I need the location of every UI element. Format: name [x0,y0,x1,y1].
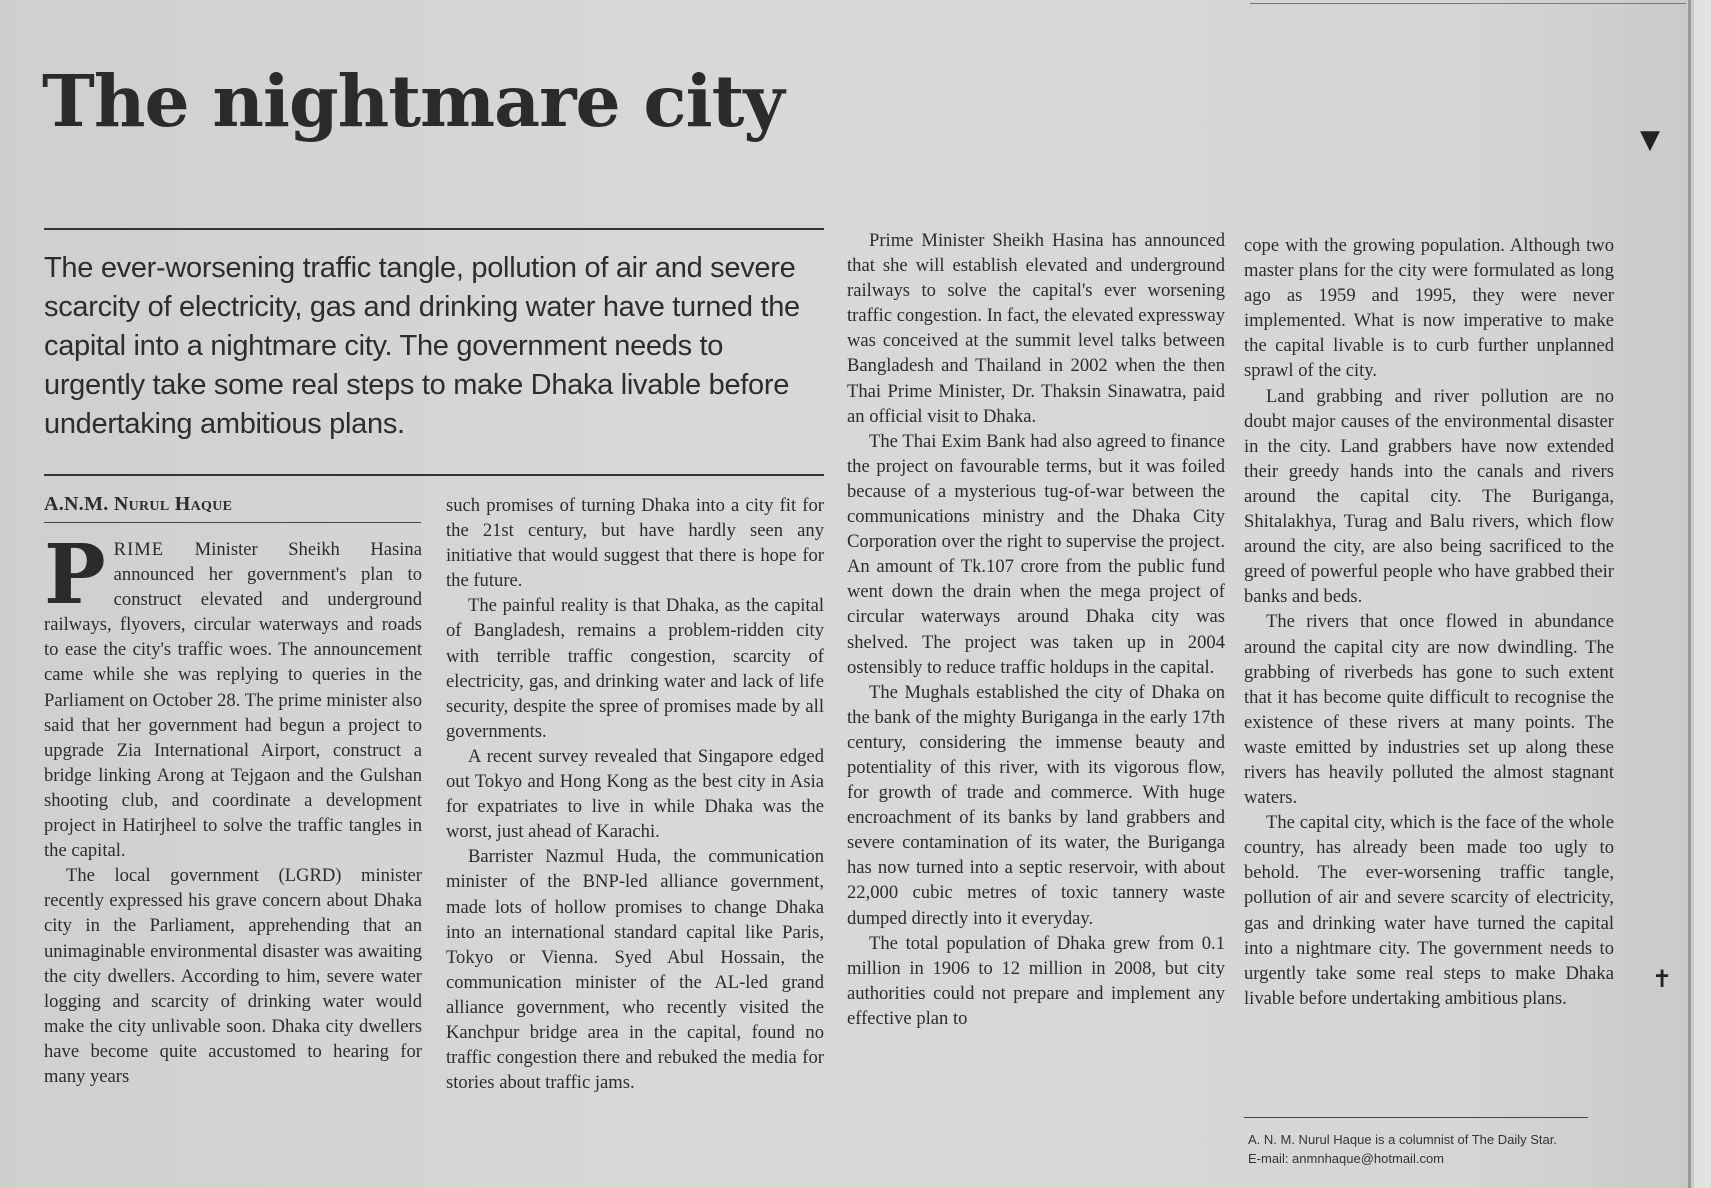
author-bio: A. N. M. Nurul Haque is a columnist of The Daily Star. [1248,1132,1557,1147]
paragraph: A recent survey revealed that Singapore edged out Tokyo and Hong Kong as the best city in Asia for expatriates to live in while Dhaka was the worst, just ahead of Karachi. [446,745,824,843]
deck-bottom-rule [44,474,824,476]
lead-text: Minister Sheikh Hasina announced her government's plan to construct elevated and underground railways, flyovers, circular waterways and roads to ease the city's traffic woes. The announcement came while she was replying to queries in the Parliament on October 28. The prime minister also said that her government had begun a project to upgrade Zia International Airport, construct a bridge linking Arong at Tejgaon and the Gulshan shooting club, and coordinate a development project in Hatirjheel to solve the traffic tangles in the capital. [44,539,422,862]
headline: The nightmare city [42,59,784,143]
paragraph: The capital city, which is the face of the whole country, has already been made too ugly to behold. The ever-worsening traffic tangle, pollution of air and severe scarcity of electricity, gas and drinking water have turned the capital into a nightmare city. The government needs to urgently take some real steps to make Dhaka livable before undertaking ambitious plans. [1244,812,1614,1009]
paragraph: The total population of Dhaka grew from 0.1 million in 1906 to 12 million in 2008, but city authorities could not prepare and implement any effective plan to [847,932,1225,1029]
paragraph-continued: such promises of turning Dhaka into a city fit for the 21st century, but have hardly seen any initiative that would suggest that there is hope for the future. [446,495,824,592]
article-column-2 [446,493,824,1095]
deck-top-rule [44,228,824,230]
byline-rule [44,522,421,523]
margin-mark-icon: ▼ [1640,125,1660,155]
paragraph: The painful reality is that Dhaka, as the capital of Bangladesh, remains a problem-ridden city with terrible traffic congestion, scarcity of electricity, gas, and drinking water and lack of life security, despite the spree of promises made by all governments. [446,595,824,742]
paragraph: Land grabbing and river pollution are no doubt major causes of the environmental disaster in the city. Land grabbers have now extended their greedy hands into the canals and rivers around the capital city. The Buriganga, Shitalakhya, Turag and Balu rivers, which flow around the city, are also being sacrificed to the greed of powerful people who have grabbed their banks and beds. [1244,385,1614,608]
paragraph: Prime Minister Sheikh Hasina has announced that she will establish elevated and underground railways to solve the capital's ever worsening traffic congestion. In fact, the elevated expressway was conceived at the summit level talks between Bangladesh and Thailand in 2002 when the then Thai Prime Minister, Dr. Thaksin Sinawatra, paid an official visit to Dhaka. [847,230,1225,427]
paragraph: The local government (LGRD) minister recently expressed his grave concern about Dhaka city in the Parliament, apprehending that an unimaginable environmental disaster was awaiting the city dwellers. According to him, severe water logging and scarcity of drinking water would make the city unlivable soon. Dhaka city dwellers have become quite accustomed to hearing for many years [44,865,422,1087]
paragraph: The Thai Exim Bank had also agreed to finance the project on favourable terms, but it was foiled because of a mysterious tug-of-war between the communications ministry and the Dhaka City Corporation over the right to supervise the project. An amount of Tk.107 crore from the public fund went down the drain when the mega project of circular waterways around Dhaka city was shelved. The project was taken up in 2004 ostensibly to reduce traffic holdups in the capital. [847,430,1225,678]
paragraph: The rivers that once flowed in abundance around the capital city are now dwindling. The grabbing of riverbeds has gone to such extent that it has become quite difficult to recognise the existence of these rivers at many points. The waste emitted by industries set up along these rivers has heavily polluted the almost stagnant waters. [1244,611,1614,809]
article-column-4 [1244,233,1614,1011]
page-fold [1688,0,1691,1188]
top-rule [1250,3,1686,4]
lead-caps: RIME [113,539,165,560]
paragraph-continued: cope with the growing population. Although two master plans for the city were formulated as long ago as 1959 and 1995, they were never implemented. What is now imperative to make the capital livable is to curb further unplanned sprawl of the city. [1244,235,1614,382]
lead-paragraph [44,527,422,863]
article-column-1 [44,527,422,1089]
footnote-rule [1244,1117,1588,1118]
page-edge [1694,0,1711,1188]
author-footnote [1248,1130,1618,1168]
paragraph: The Mughals established the city of Dhaka on the bank of the mighty Buriganga in the early 17th century, considering the immense beauty and potentiality of this river, with its vigorous flow, for growth of trade and commerce. With huge encroachment of its banks by land grabbers and severe contamination of its water, the Buriganga has now turned into a septic reservoir, with about 22,000 cubic metres of toxic tannery waste dumped directly into it everyday. [847,681,1225,929]
drop-cap: P [44,527,106,623]
article-column-3 [847,228,1225,1031]
author-email: E-mail: anmnhaque@hotmail.com [1248,1151,1445,1166]
paragraph: Barrister Nazmul Huda, the communication minister of the BNP-led alliance government, made lots of hollow promises to change Dhaka into an international standard capital like Paris, Tokyo or Vienna. Syed Abul Hossain, the communication minister of the AL-led grand alliance government, who recently visited the Kanchpur bridge area in the capital, found no traffic congestion there and rebuked the media for stories about traffic jams. [446,846,824,1094]
byline: A.N.M. Nurul Haque [44,493,233,515]
deck-summary: The ever-worsening traffic tangle, pollution of air and severe scarcity of electricity, gas and drinking water have turned the capital into a nightmare city. The government needs to urgently take some real steps to make Dhaka livable before undertaking ambitious plans. [44,252,800,440]
margin-cross-icon: ✝ [1652,965,1673,993]
